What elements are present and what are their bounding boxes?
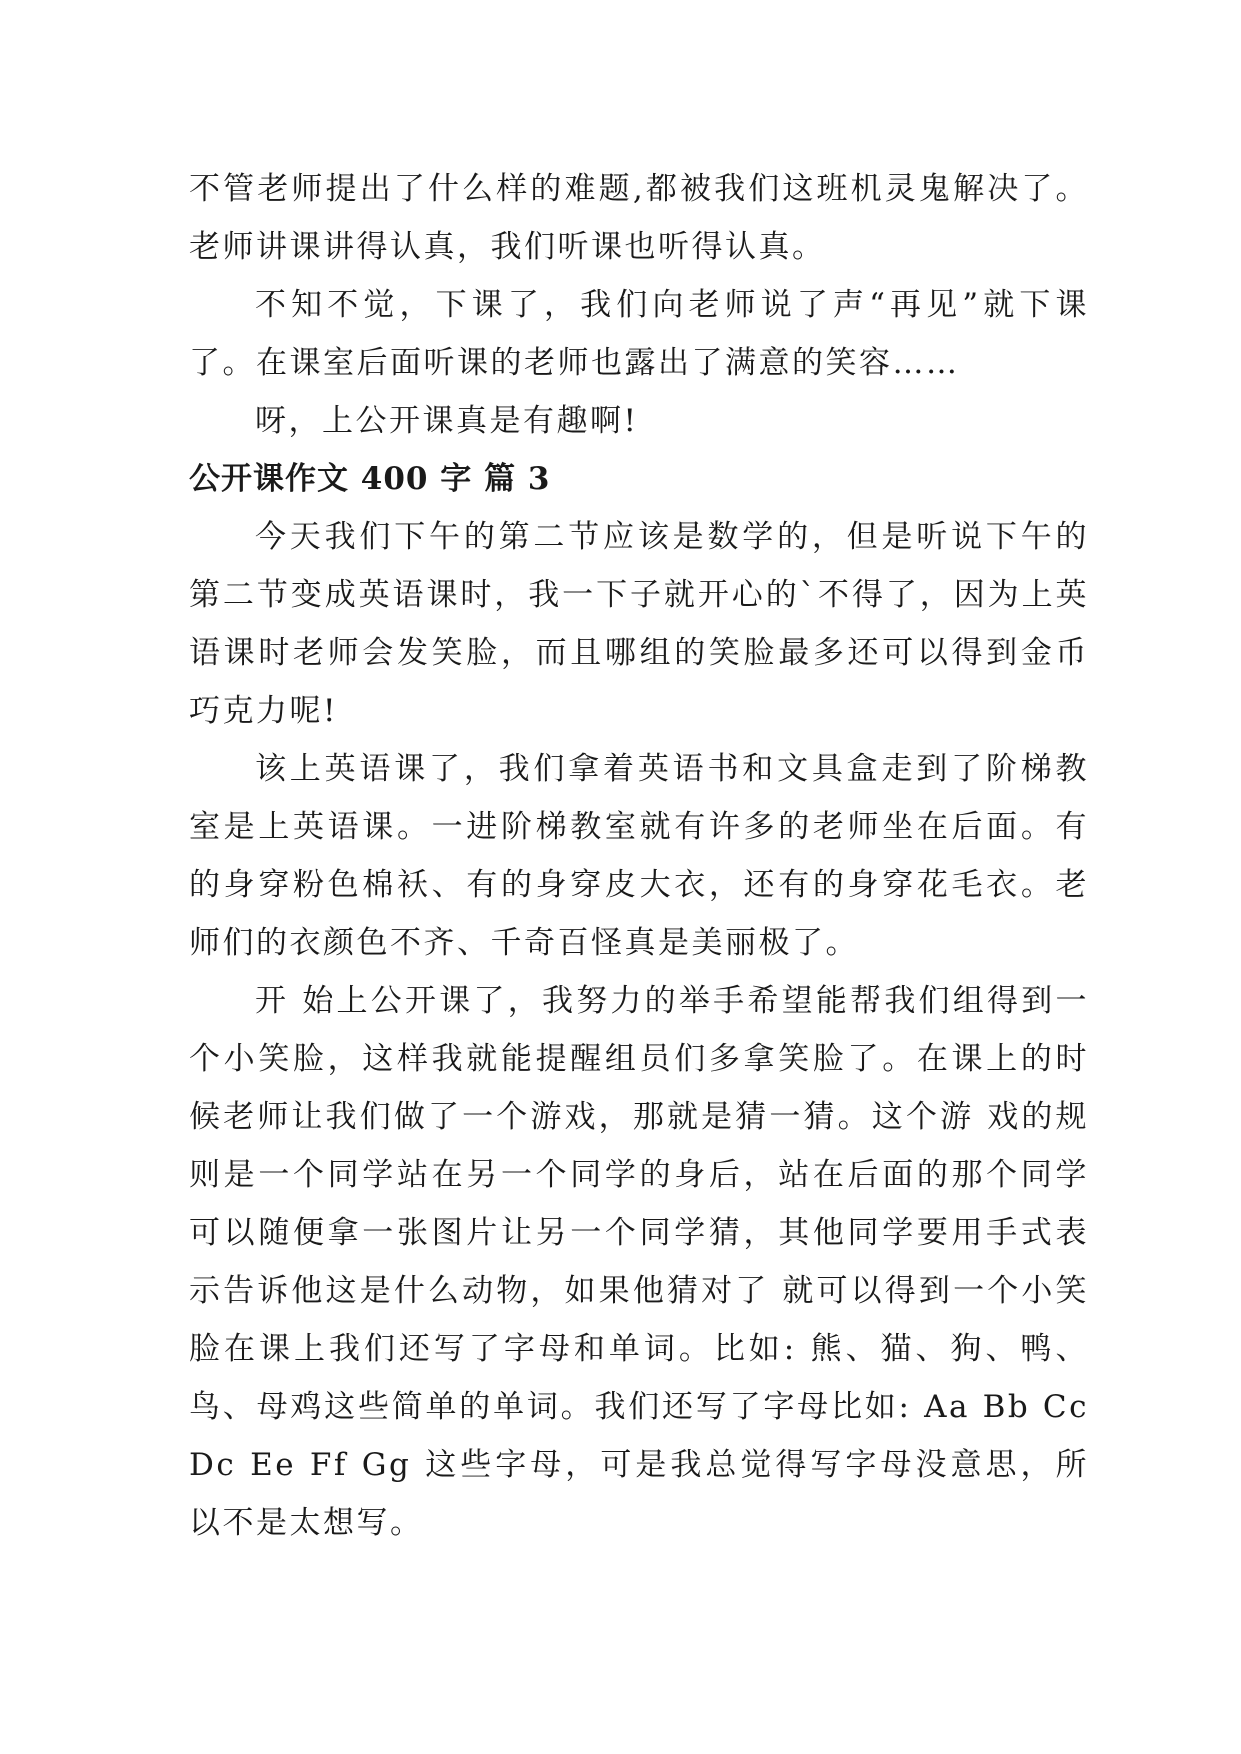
section-paragraph-2: 该上英语课了，我们拿着英语书和文具盒走到了阶梯教室是上英语课。一进阶梯教室就有许多的老师坐在后面。有的身穿粉色棉袄、有的身穿皮大衣，还有的身穿花毛衣。老师们的衣颜色不齐、千奇百怪真是美丽极了。 (189, 751, 1089, 961)
document-body (189, 160, 1089, 1552)
paragraph-continued: 不管老师提出了什么样的难题,都被我们这班机灵鬼解决了。老师讲课讲得认真，我们听课也听得认真。 (189, 171, 1089, 265)
paragraph-exclamation: 呀，上公开课真是有趣啊! (255, 403, 639, 439)
section-paragraph-1: 今天我们下午的第二节应该是数学的，但是听说下午的第二节变成英语课时，我一下子就开心的`不得了，因为上英语课时老师会发笑脸，而且哪组的笑脸最多还可以得到金币巧克力呢! (189, 519, 1089, 729)
paragraph-class-end: 不知不觉，下课了，我们向老师说了声“再见”就下课了。在课室后面听课的老师也露出了满意的笑容…… (189, 287, 1089, 381)
section-paragraph-3: 开 始上公开课了，我努力的举手希望能帮我们组得到一个小笑脸，这样我就能提醒组员们多拿笑脸了。在课上的时候老师让我们做了一个游戏，那就是猜一猜。这个游 戏的规则是一个同学站在另一个同学的身后，站在后面的那个同学可以随便拿一张图片让另一个同学猜，其他同学要用手式表示告诉他这是什么动物，如果他猜对了 就可以得到一个小笑脸在课上我们还写了字母和单词。比如: 熊、猫、狗、鸭、鸟、母鸡这些简单的单词。我们还写了字母比如: Aa Bb Cc Dc Ee Ff Gg 这些字母，可是我总觉得写字母没意思，所以不是太想写。 (189, 983, 1089, 1541)
section-heading: 公开课作文 400 字 篇 3 (189, 461, 551, 497)
